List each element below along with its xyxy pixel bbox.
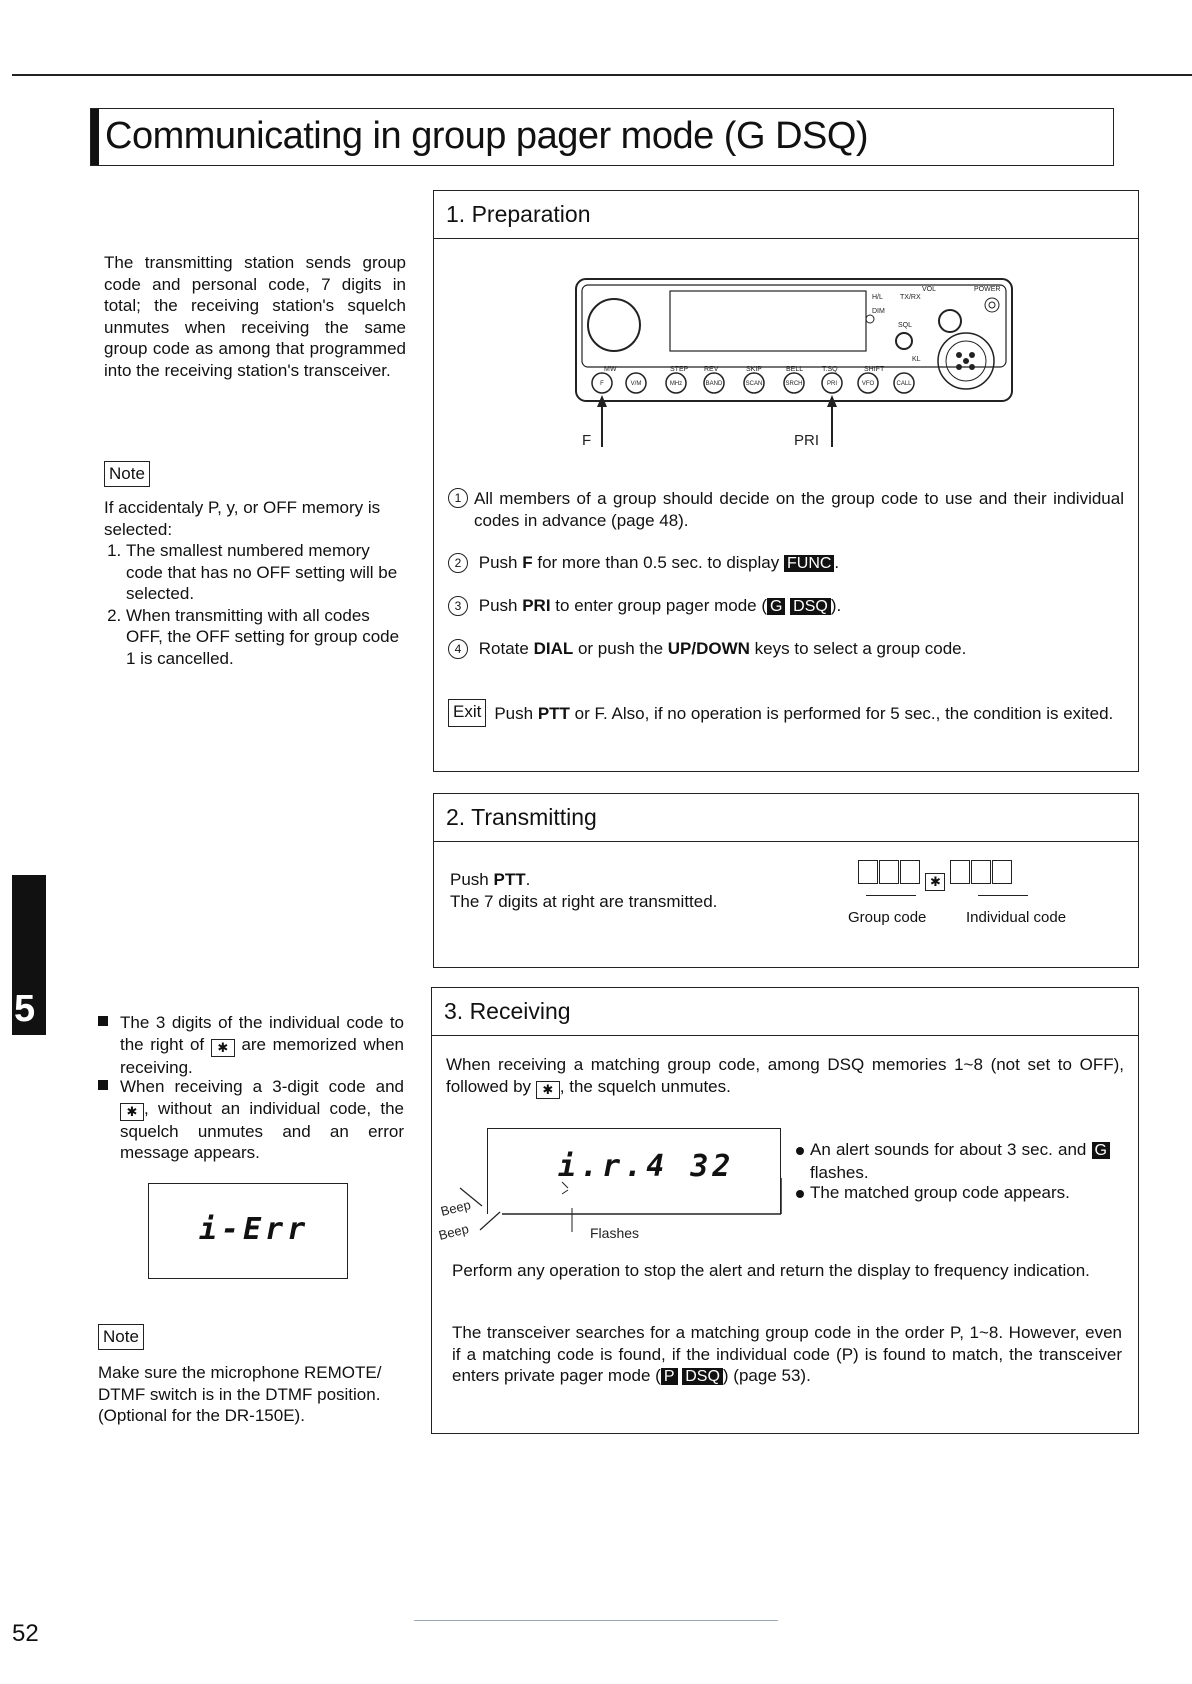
radio-label-shift: SHIFT (864, 366, 885, 373)
key-name: UP/DOWN (667, 639, 750, 658)
prep-step-2 (448, 552, 1124, 575)
prep-exit (448, 699, 1124, 727)
prep-step-4 (448, 638, 1124, 660)
receiving-heading: 3. Receiving (444, 998, 571, 1024)
radio-label-bell: BELL (786, 366, 804, 373)
bullet1-text (120, 1012, 404, 1078)
exit-text (494, 699, 1124, 727)
step-text: ). (830, 596, 842, 615)
receiving-text: flashes. (810, 1162, 869, 1182)
note2-tag-label: Note (98, 1324, 144, 1350)
beep-label-1: Beep (439, 1197, 473, 1219)
flashes-label: Flashes (590, 1225, 640, 1241)
radio-button-call: CALL (896, 381, 912, 387)
bullet2-part-a: When receiving a 3-digit code and (120, 1077, 404, 1096)
radio-button-pri: PRI (826, 381, 838, 387)
receive-para-2 (452, 1322, 1122, 1388)
radio-button-vm: V/M (630, 381, 642, 387)
error-display-box (148, 1183, 348, 1279)
note1-lead: If accidentaly P, y, or OFF memory is selected: (104, 498, 381, 539)
receiving-text: , the squelch unmutes. (559, 1076, 731, 1096)
radio-button-f: F (600, 381, 604, 387)
transmitting-header (434, 794, 1138, 842)
p-indicator: P (661, 1368, 678, 1385)
individual-code-label: Individual code (966, 909, 1067, 926)
code-digits (858, 860, 1013, 891)
radio-label-sql: SQL (898, 322, 913, 329)
step-text: . (834, 553, 840, 572)
receive-display-text: i.r.4 32 (558, 1149, 735, 1184)
chapter-number: 5 (14, 988, 36, 1030)
radio-button-vfo: VFO (861, 381, 875, 387)
step-number: 1 (448, 488, 468, 508)
chapter-tab (12, 875, 46, 1035)
key-name: DIAL (533, 639, 574, 658)
transmit-line-1 (450, 869, 530, 891)
bullet2-part-b: , without an individual code, the squelch unmutes and an error message appears. (120, 1098, 404, 1162)
page-number: 52 (12, 1620, 39, 1647)
step-text: for more than 0.5 sec. to display (537, 553, 780, 572)
note1 (104, 497, 406, 669)
star-key-icon: ✱ (120, 1103, 144, 1121)
beep-label-2: Beep (437, 1221, 471, 1243)
bullet2-text (120, 1076, 404, 1164)
prep-step-3 (448, 595, 1124, 618)
top-rule (12, 74, 1192, 76)
step-number: 4 (448, 639, 468, 659)
digit-box (879, 860, 899, 884)
func-indicator: FUNC (784, 555, 834, 572)
g-indicator: G (1092, 1142, 1110, 1159)
prep-step-1 (448, 488, 1124, 531)
radio-label-mw: MW (604, 366, 617, 373)
group-code-label: Group code (848, 909, 927, 926)
key-name: PRI (522, 596, 551, 615)
receive-point-2: The matched group code appears. (810, 1183, 1070, 1202)
group-underline (866, 895, 916, 896)
radio-button-band: BAND (705, 381, 723, 387)
digit-box (971, 860, 991, 884)
step-text: or push the (577, 639, 664, 658)
transmitting-section (433, 793, 1139, 968)
radio-label-vol: VOL (922, 286, 937, 293)
exit-text-part: Push (494, 704, 534, 723)
title-bar (91, 109, 99, 165)
exit-tag: Exit (448, 699, 486, 727)
intro-text: The transmitting station sends group code and personal code, 7 digits in total; the receiving station's squelch unmutes when receiving the same group code as among that programmed into the receiving station's transceiver. (104, 253, 406, 380)
radio-label-tsq: T.SQ (822, 366, 838, 373)
digit-box (900, 860, 920, 884)
note2-tag (98, 1324, 144, 1350)
error-display-text: i-Err (199, 1212, 310, 1247)
radio-label-skip: SKIP (746, 366, 762, 373)
arrow-label-f: F (582, 432, 592, 449)
receiving-section (431, 987, 1139, 1434)
radio-label-kl: KL (912, 356, 921, 363)
preparation-heading: 1. Preparation (446, 201, 591, 227)
dsq-indicator: DSQ (682, 1368, 723, 1385)
transmit-text: . (525, 870, 531, 889)
note1-item: 1. The smallest numbered memory code that has no OFF setting will be selected. (126, 540, 406, 605)
exit-text-part: or F. Also, if no operation is performed for 5 sec., the condition is exited. (574, 704, 1114, 723)
radio-label-rev: REV (704, 366, 719, 373)
key-name: F (522, 553, 533, 572)
step-text: Rotate (478, 639, 529, 658)
radio-label-dim: DIM (872, 308, 885, 315)
note2-text: Make sure the microphone REMOTE/ DTMF switch is in the DTMF position. (Optional for the DR-150E). (98, 1363, 382, 1425)
note1-list (104, 540, 406, 669)
step-text: Push (478, 596, 518, 615)
receive-point-1 (810, 1139, 1110, 1183)
digit-box (992, 860, 1012, 884)
preparation-section (433, 190, 1139, 772)
digit-box (950, 860, 970, 884)
bullet1-part-a: The 3 digits of the individual code to the right of (120, 1013, 404, 1054)
note1-tag-label: Note (104, 461, 150, 487)
step-text: All members of a group should decide on the group code to use and their individual codes in advance (page 48). (474, 489, 1124, 530)
transmit-line-2: The 7 digits at right are transmitted. (450, 892, 718, 911)
bullet-icon (98, 1016, 108, 1026)
receiving-text: When receiving a matching group code, among DSQ memories 1~8 (not set to OFF), followed by (446, 1055, 1124, 1096)
footer-rule (414, 1620, 778, 1621)
individual-underline (978, 895, 1028, 896)
receiving-text: The transceiver searches for a matching group code in the order P, 1~8. However, even if a matching code is found, if the individual code (P) is found to match, the transceiver enters private pager mode ( (452, 1323, 1122, 1385)
note1-tag (104, 461, 150, 487)
radio-button-mhz: MHz (669, 381, 683, 387)
receiving-text: An alert sounds for about 3 sec. and (810, 1140, 1087, 1159)
g-indicator: G (767, 598, 785, 615)
transmitting-heading: 2. Transmitting (446, 804, 597, 830)
transmit-text: Push (450, 870, 489, 889)
radio-button-scan: SCAN (745, 381, 763, 387)
radio-label-hl: H/L (872, 294, 883, 301)
receive-para-1: Perform any operation to stop the alert and return the display to frequency indication. (452, 1261, 1090, 1280)
bullet1-part-b: are memorized when receiving. (120, 1034, 404, 1077)
page-title: Communicating in group pager mode (G DSQ) (105, 115, 869, 157)
key-name: PTT (493, 870, 526, 889)
step-number: 2 (448, 553, 468, 573)
star-key-icon: ✱ (536, 1081, 560, 1099)
bullet-icon (796, 1147, 804, 1155)
radio-panel-illustration (574, 277, 1014, 477)
star-key-icon: ✱ (925, 873, 945, 891)
dsq-indicator: DSQ (790, 598, 831, 615)
radio-label-power: POWER (974, 286, 1001, 293)
step-text: Push (478, 553, 518, 572)
key-name: PTT (537, 704, 570, 723)
star-key-icon: ✱ (211, 1039, 235, 1057)
receiving-text: ) (page 53). (722, 1366, 811, 1385)
bullet-icon (98, 1080, 108, 1090)
radio-label-txrx: TX/RX (900, 294, 921, 301)
step-text: keys to select a group code. (754, 639, 967, 658)
bullet-icon (796, 1190, 804, 1198)
preparation-header (434, 191, 1138, 239)
note1-item: 2. When transmitting with all codes OFF, the OFF setting for group code 1 is cancelled. (126, 605, 406, 670)
radio-button-srch: SRCH (785, 381, 803, 387)
arrow-label-pri: PRI (794, 432, 820, 449)
beep-flash-illustration (432, 1178, 792, 1258)
receiving-header (432, 988, 1138, 1036)
radio-label-step: STEP (670, 366, 689, 373)
digit-box (858, 860, 878, 884)
receiving-intro (446, 1054, 1124, 1099)
step-text: to enter group pager mode ( (555, 596, 767, 615)
step-number: 3 (448, 596, 468, 616)
title-box (90, 108, 1114, 166)
